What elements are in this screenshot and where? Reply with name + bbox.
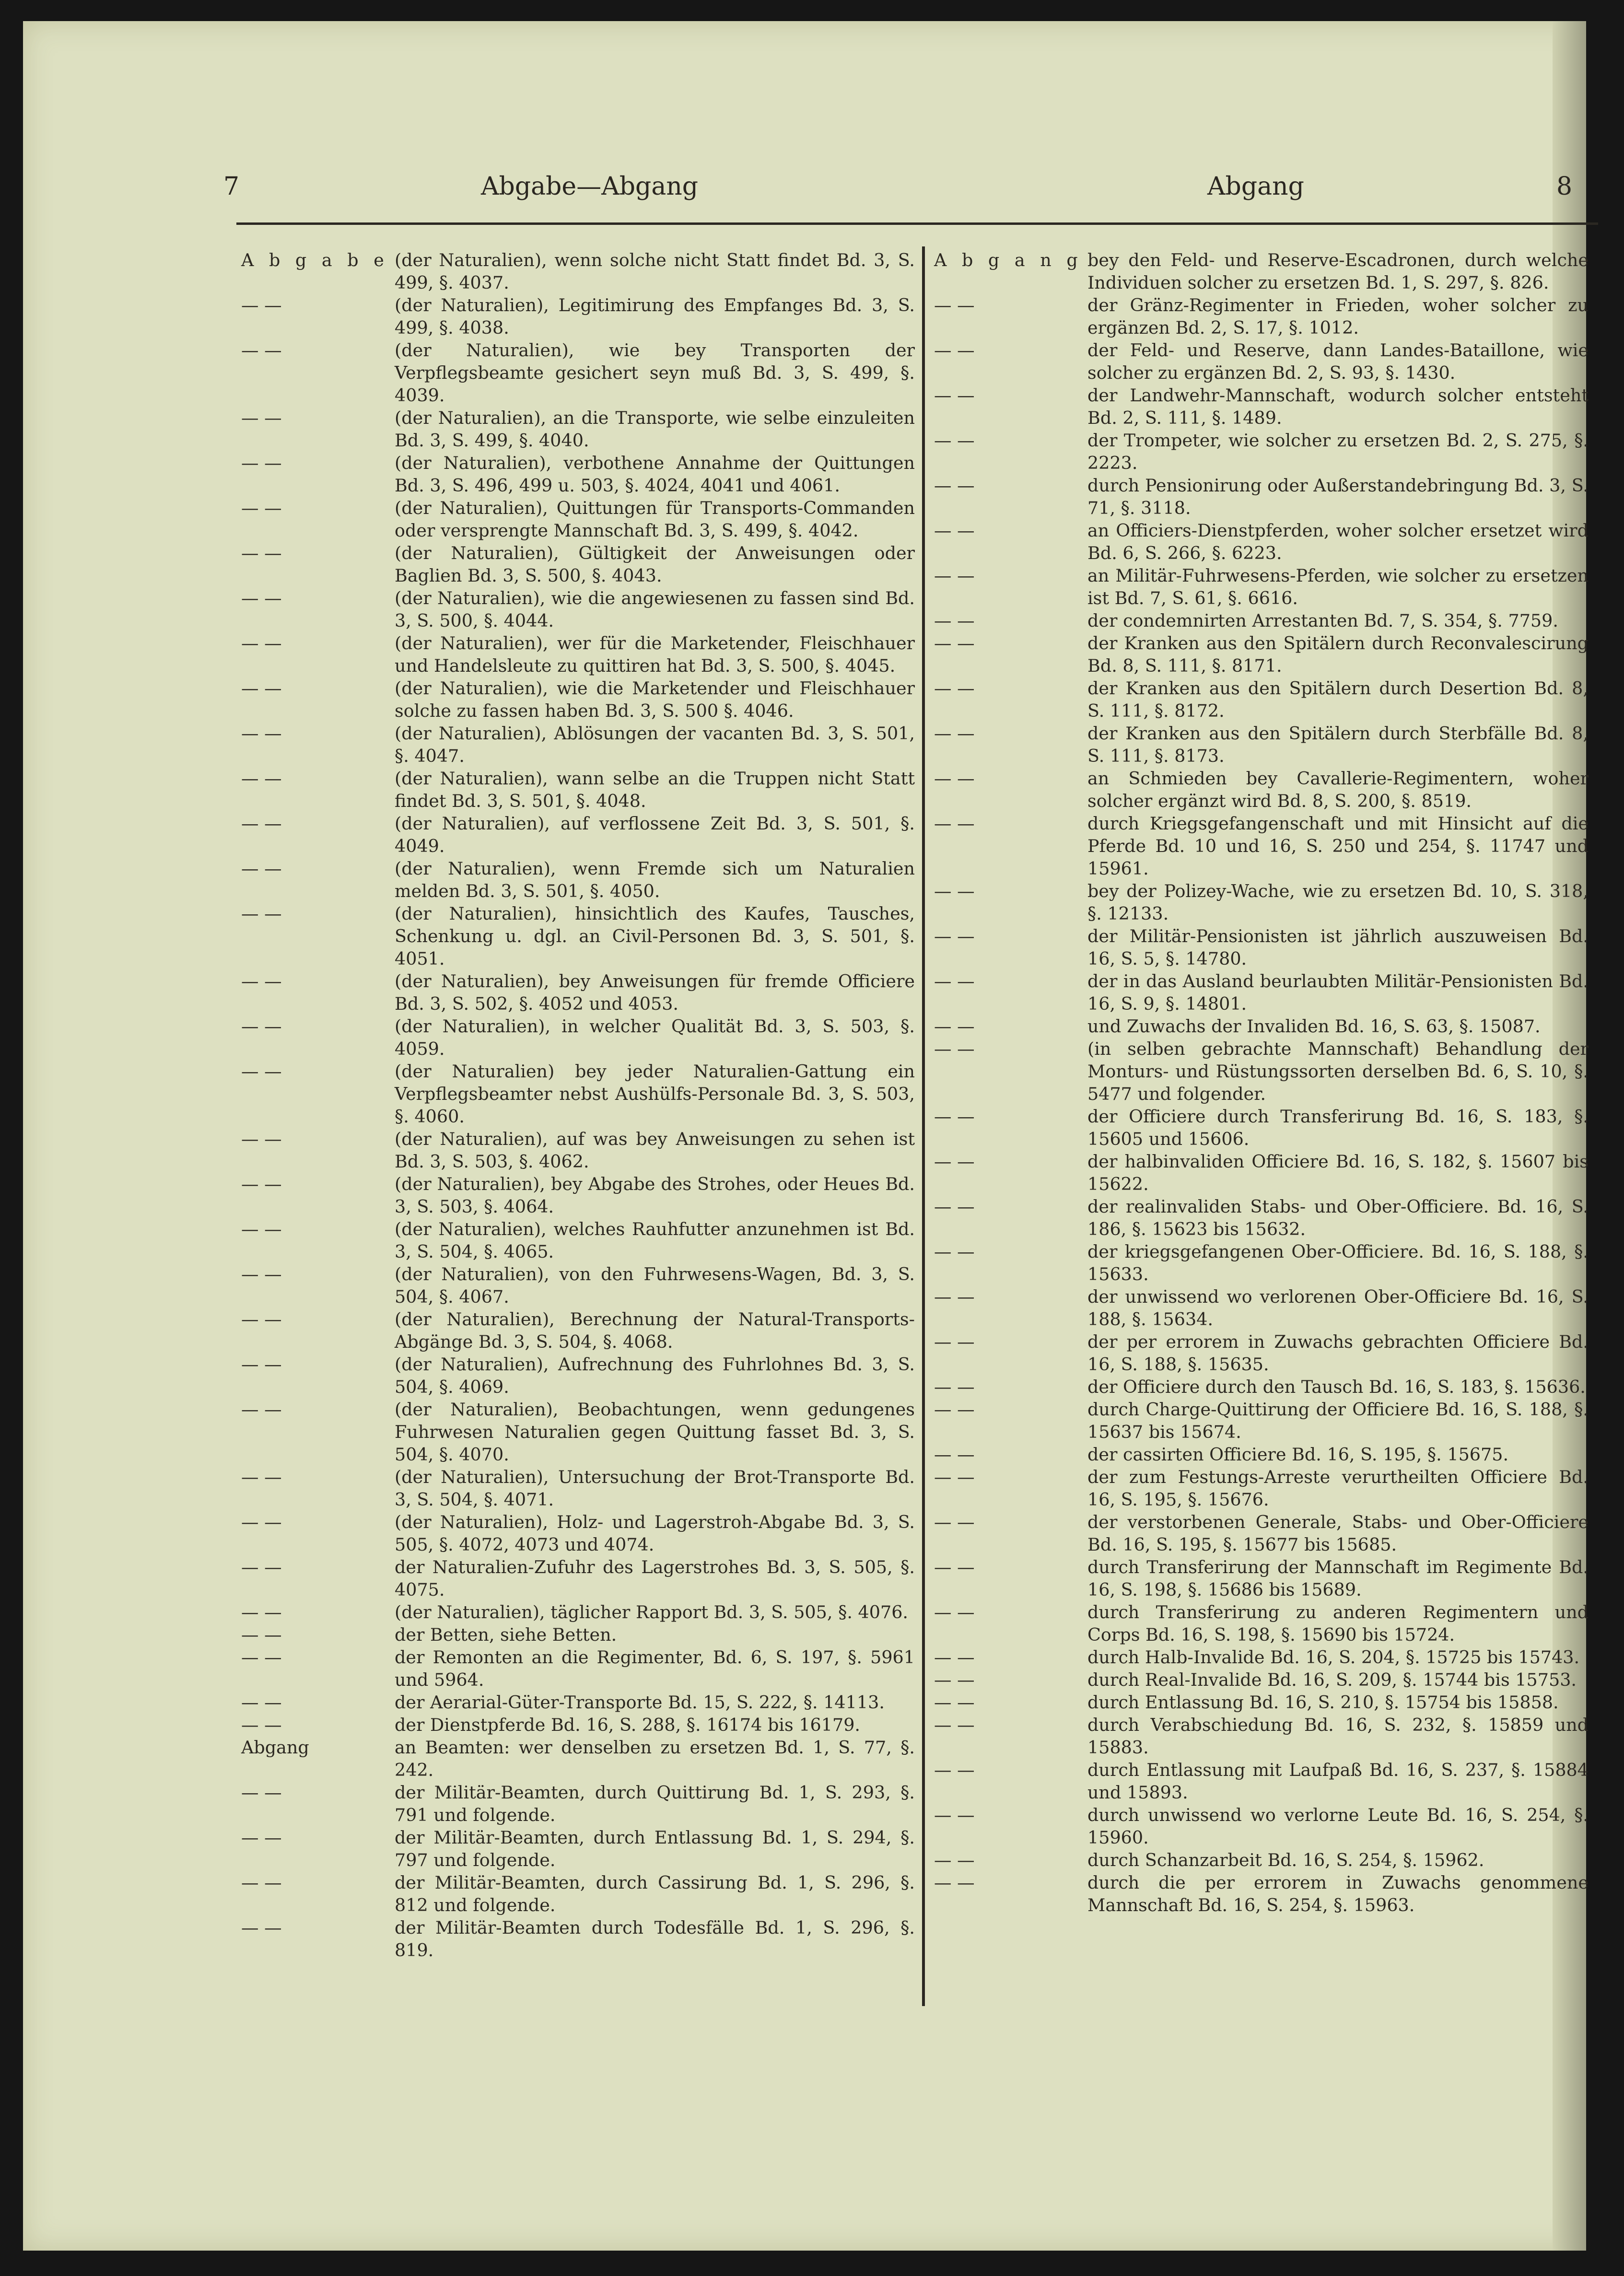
entry-headword: A b g a n g <box>934 250 1083 270</box>
header-rule <box>236 222 1598 225</box>
entry-headword: — — <box>934 1760 975 1780</box>
entry-text: der condemnirten Arrestanten Bd. 7, S. 354, §. 7759. <box>1087 610 1558 631</box>
index-entry <box>241 1871 915 1916</box>
entry-text: der Remonten an die Regimenter, Bd. 6, S. 197, §. 5961 und 5964. <box>395 1647 915 1690</box>
entry-headword: — — <box>241 1917 282 1938</box>
index-entry <box>241 1646 915 1691</box>
entry-text: (der Naturalien), bey Anweisungen für fremde Officiere Bd. 3, S. 502, §. 4052 und 4053. <box>395 971 915 1014</box>
index-entry <box>241 1623 915 1646</box>
index-entry <box>934 564 1589 609</box>
entry-headword: — — <box>934 1715 975 1735</box>
entry-headword: — — <box>241 543 282 563</box>
entry-text: (der Naturalien), wer für die Marketender, Fleischhauer und Handelsleute zu quittiren hat Bd. 3, S. 500, §. 4045. <box>395 633 915 676</box>
entry-headword: — — <box>241 858 282 879</box>
entry-text: der zum Festungs-Arreste verurtheilten Officiere Bd. 16, S. 195, §. 15676. <box>1087 1467 1589 1510</box>
entry-text: der Betten, siehe Betten. <box>395 1624 617 1645</box>
entry-headword: — — <box>934 1602 975 1622</box>
entry-headword: — — <box>934 475 975 496</box>
index-entry <box>934 1669 1589 1691</box>
entry-headword: — — <box>934 1106 975 1127</box>
entry-headword: Abgang <box>241 1737 309 1758</box>
entry-headword: — — <box>241 633 282 654</box>
entry-headword: — — <box>241 813 282 834</box>
entry-headword: — — <box>241 1782 282 1803</box>
entry-text: (der Naturalien), Legitimirung des Empfanges Bd. 3, S. 499, §. 4038. <box>395 295 915 338</box>
index-entry <box>241 1691 915 1714</box>
entry-text: (der Naturalien), Quittungen für Transports-Commanden oder versprengte Mannschaft Bd. 3, S. 499, §. 4042. <box>395 498 915 541</box>
entry-headword: — — <box>241 1692 282 1713</box>
index-entry <box>934 1105 1589 1150</box>
entry-headword: — — <box>934 565 975 586</box>
index-entry <box>934 1714 1589 1759</box>
entry-text: bey den Feld- und Reserve-Escadronen, durch welche Individuen solcher zu ersetzen Bd. 1, S. 297, §. 826. <box>1087 250 1589 293</box>
entry-headword: — — <box>241 723 282 744</box>
index-entry <box>241 1398 915 1466</box>
entry-text: der Kranken aus den Spitälern durch Desertion Bd. 8, S. 111, §. 8172. <box>1087 678 1589 721</box>
running-title-right: Abgang <box>1207 172 1304 201</box>
book-page <box>23 21 1589 2251</box>
entry-text: der Dienstpferde Bd. 16, S. 288, §. 16174 bis 16179. <box>395 1715 861 1735</box>
index-entry <box>241 587 915 632</box>
index-entry <box>241 1601 915 1623</box>
entry-text: (der Naturalien), Ablösungen der vacanten Bd. 3, S. 501, §. 4047. <box>395 723 915 766</box>
index-entry <box>934 880 1589 925</box>
column-divider <box>922 246 925 2006</box>
entry-headword: — — <box>934 1151 975 1172</box>
entry-text: und Zuwachs der Invaliden Bd. 16, S. 63, §. 15087. <box>1087 1016 1541 1037</box>
entry-text: durch Kriegsgefangenschaft und mit Hinsicht auf die Pferde Bd. 10 und 16, S. 250 und 254, §. 11747 und 15961. <box>1087 813 1589 879</box>
entry-text: der realinvaliden Stabs- und Ober-Officiere. Bd. 16, S. 186, §. 15623 bis 15632. <box>1087 1196 1589 1239</box>
entry-text: (der Naturalien), in welcher Qualität Bd. 3, S. 503, §. 4059. <box>395 1016 915 1059</box>
index-entry <box>241 1353 915 1398</box>
index-entry <box>934 519 1589 564</box>
entry-text: der cassirten Officiere Bd. 16, S. 195, §. 15675. <box>1087 1444 1509 1465</box>
index-entry <box>934 429 1589 474</box>
entry-headword: A b g a b e <box>241 250 389 270</box>
running-title-left: Abgabe—Abgang <box>481 172 699 201</box>
index-entry <box>241 1128 915 1173</box>
index-entry <box>241 452 915 497</box>
entry-text: an Schmieden bey Cavallerie-Regimentern, woher solcher ergänzt wird Bd. 8, S. 200, §. 8519. <box>1087 768 1589 811</box>
entry-text: der Militär-Beamten durch Todesfälle Bd. 1, S. 296, §. 819. <box>395 1917 915 1961</box>
entry-text: (der Naturalien), Holz- und Lagerstroh-Abgabe Bd. 3, S. 505, §. 4072, 4073 und 4074. <box>395 1512 915 1555</box>
entry-text: (der Naturalien), wie die angewiesenen zu fassen sind Bd. 3, S. 500, §. 4044. <box>395 588 915 631</box>
entry-text: (der Naturalien), an die Transporte, wie selbe einzuleiten Bd. 3, S. 499, §. 4040. <box>395 408 915 451</box>
entry-text: (der Naturalien), Aufrechnung des Fuhrlohnes Bd. 3, S. 504, §. 4069. <box>395 1354 915 1397</box>
entry-text: (der Naturalien), auf was bey Anweisungen zu sehen ist Bd. 3, S. 503, §. 4062. <box>395 1129 915 1172</box>
page-number-right: 8 <box>1556 172 1573 201</box>
entry-headword: — — <box>934 1872 975 1893</box>
index-entry <box>934 1038 1589 1105</box>
entry-text: durch Transferirung zu anderen Regimentern und Corps Bd. 16, S. 198, §. 15690 bis 15724. <box>1087 1602 1589 1645</box>
entry-text: durch Pensionirung oder Außerstandebringung Bd. 3, S. 71, §. 3118. <box>1087 475 1589 518</box>
entry-headword: — — <box>241 1174 282 1194</box>
index-entry <box>241 1263 915 1308</box>
entry-headword: — — <box>241 1399 282 1420</box>
entry-headword: — — <box>934 1196 975 1217</box>
index-entry <box>241 677 915 722</box>
index-entry <box>934 1240 1589 1285</box>
index-entry <box>934 1871 1589 1916</box>
entry-headword: — — <box>241 1512 282 1532</box>
entry-headword: — — <box>241 1624 282 1645</box>
index-entry <box>934 1466 1589 1511</box>
entry-text: (der Naturalien), wenn Fremde sich um Naturalien melden Bd. 3, S. 501, §. 4050. <box>395 858 915 901</box>
index-entry <box>241 1781 915 1826</box>
index-entry <box>241 1015 915 1060</box>
entry-text: durch Entlassung mit Laufpaß Bd. 16, S. 237, §. 15884 und 15893. <box>1087 1760 1589 1803</box>
entry-text: (der Naturalien), Gültigkeit der Anweisungen oder Baglien Bd. 3, S. 500, §. 4043. <box>395 543 915 586</box>
page-number-left: 7 <box>223 172 240 201</box>
entry-text: durch Real-Invalide Bd. 16, S. 209, §. 15744 bis 15753. <box>1087 1669 1577 1690</box>
entry-headword: — — <box>934 1647 975 1668</box>
entry-text: der Kranken aus den Spitälern durch Reconvalescirung Bd. 8, S. 111, §. 8171. <box>1087 633 1589 676</box>
index-entry <box>934 767 1589 812</box>
entry-text: (der Naturalien), wie die Marketender und Fleischhauer solche zu fassen haben Bd. 3, S. 500 §. 4046. <box>395 678 915 721</box>
entry-text: (in selben gebrachte Mannschaft) Behandlung der Monturs- und Rüstungssorten derselben Bd. 6, S. 10, §. 5477 und folgender. <box>1087 1039 1589 1104</box>
index-entry <box>934 1556 1589 1601</box>
index-entry <box>934 1691 1589 1714</box>
entry-headword: — — <box>934 723 975 744</box>
entry-text: der Kranken aus den Spitälern durch Sterbfälle Bd. 8, S. 111, §. 8173. <box>1087 723 1589 766</box>
entry-headword: — — <box>241 453 282 473</box>
entry-headword: — — <box>934 881 975 901</box>
entry-text: der unwissend wo verlorenen Ober-Officiere Bd. 16, S. 188, §. 15634. <box>1087 1286 1589 1330</box>
index-entry <box>934 1398 1589 1443</box>
index-entry <box>241 1308 915 1353</box>
entry-text: der Aerarial-Güter-Transporte Bd. 15, S. 222, §. 14113. <box>395 1692 885 1713</box>
entry-text: der Militär-Beamten, durch Quittirung Bd. 1, S. 293, §. 791 und folgende. <box>395 1782 915 1825</box>
entry-text: der Officiere durch den Tausch Bd. 16, S. 183, §. 15636. <box>1087 1377 1586 1397</box>
entry-headword: — — <box>934 678 975 699</box>
index-entry <box>934 925 1589 970</box>
index-entry <box>241 1714 915 1736</box>
entry-text: (der Naturalien), wie bey Transporten der Verpflegsbeamte gesichert seyn muß Bd. 3, S. 499, §. 4039. <box>395 340 915 406</box>
entry-headword: — — <box>934 1512 975 1532</box>
entry-text: (der Naturalien) bey jeder Naturalien-Gattung ein Verpflegsbeamter nebst Aushülfs-Personale Bd. 3, S. 503, §. 4060. <box>395 1061 915 1127</box>
index-entry <box>934 1849 1589 1871</box>
index-entry <box>241 767 915 812</box>
entry-text: durch die per errorem in Zuwachs genommene Mannschaft Bd. 16, S. 254, §. 15963. <box>1087 1872 1589 1915</box>
entry-text: durch Verabschiedung Bd. 16, S. 232, §. 15859 und 15883. <box>1087 1715 1589 1758</box>
entry-headword: — — <box>934 610 975 631</box>
index-entry <box>241 632 915 677</box>
entry-text: (der Naturalien), Beobachtungen, wenn gedungenes Fuhrwesen Naturalien gegen Quittung fasset Bd. 3, S. 504, §. 4070. <box>395 1399 915 1465</box>
index-entry <box>241 812 915 857</box>
entry-text: (der Naturalien), täglicher Rapport Bd. 3, S. 505, §. 4076. <box>395 1602 909 1622</box>
entry-headword: — — <box>241 1827 282 1848</box>
entry-headword: — — <box>934 430 975 451</box>
index-entry <box>934 1376 1589 1398</box>
entry-headword: — — <box>241 1016 282 1037</box>
index-entry <box>934 1759 1589 1804</box>
entry-text: (der Naturalien), wenn solche nicht Statt findet Bd. 3, S. 499, §. 4037. <box>395 250 915 293</box>
entry-text: der Militär-Beamten, durch Entlassung Bd. 1, S. 294, §. 797 und folgende. <box>395 1827 915 1870</box>
entry-text: der Militär-Pensionisten ist jährlich auszuweisen Bd. 16, S. 5, §. 14780. <box>1087 926 1589 969</box>
entry-headword: — — <box>934 1557 975 1577</box>
index-entry <box>934 249 1589 294</box>
entry-text: durch Entlassung Bd. 16, S. 210, §. 15754 bis 15858. <box>1087 1692 1559 1713</box>
entry-headword: — — <box>934 1444 975 1465</box>
entry-headword: — — <box>934 520 975 541</box>
index-entry <box>241 1060 915 1128</box>
entry-headword: — — <box>934 1241 975 1262</box>
entry-headword: — — <box>934 1850 975 1870</box>
entry-headword: — — <box>934 385 975 406</box>
index-entry <box>934 1646 1589 1669</box>
index-entry <box>934 1443 1589 1466</box>
index-entry <box>241 1466 915 1511</box>
entry-headword: — — <box>934 1377 975 1397</box>
entry-headword: — — <box>241 1872 282 1893</box>
index-entry <box>241 294 915 339</box>
entry-text: der in das Ausland beurlaubten Militär-Pensionisten Bd. 16, S. 9, §. 14801. <box>1087 971 1589 1014</box>
entry-text: der Landwehr-Mannschaft, wodurch solcher entsteht Bd. 2, S. 111, §. 1489. <box>1087 385 1589 428</box>
index-entry <box>934 609 1589 632</box>
entry-headword: — — <box>241 678 282 699</box>
entry-headword: — — <box>241 1467 282 1487</box>
entry-headword: — — <box>934 971 975 992</box>
entry-headword: — — <box>934 340 975 361</box>
entry-headword: — — <box>934 768 975 789</box>
index-entry <box>934 970 1589 1015</box>
index-column-left <box>241 249 915 1961</box>
entry-text: der Trompeter, wie solcher zu ersetzen Bd. 2, S. 275, §. 2223. <box>1087 430 1589 473</box>
entry-headword: — — <box>241 768 282 789</box>
entry-headword: — — <box>241 1715 282 1735</box>
entry-headword: — — <box>241 1309 282 1330</box>
index-entry <box>934 632 1589 677</box>
index-entry <box>934 1195 1589 1240</box>
entry-headword: — — <box>241 340 282 361</box>
entry-text: der Feld- und Reserve, dann Landes-Bataillone, wie solcher zu ergänzen Bd. 2, S. 93, §. 1430. <box>1087 340 1589 383</box>
index-entry <box>241 1556 915 1601</box>
entry-headword: — — <box>934 1467 975 1487</box>
index-entry <box>241 1916 915 1961</box>
entry-headword: — — <box>241 588 282 608</box>
index-entry <box>241 497 915 542</box>
entry-headword: — — <box>241 408 282 428</box>
index-entry <box>934 339 1589 384</box>
entry-headword: — — <box>934 1399 975 1420</box>
entry-headword: — — <box>241 1061 282 1082</box>
entry-headword: — — <box>934 926 975 946</box>
index-entry <box>241 1736 915 1781</box>
entry-headword: — — <box>241 1647 282 1668</box>
index-entry <box>934 294 1589 339</box>
entry-text: (der Naturalien), wann selbe an die Truppen nicht Statt findet Bd. 3, S. 501, §. 4048. <box>395 768 915 811</box>
index-entry <box>934 1150 1589 1195</box>
entry-headword: — — <box>934 1669 975 1690</box>
entry-text: der Militär-Beamten, durch Cassirung Bd. 1, S. 296, §. 812 und folgende. <box>395 1872 915 1915</box>
index-entry <box>241 857 915 902</box>
entry-text: (der Naturalien), von den Fuhrwesens-Wagen, Bd. 3, S. 504, §. 4067. <box>395 1264 915 1307</box>
entry-headword: — — <box>241 1602 282 1622</box>
entry-headword: — — <box>934 1692 975 1713</box>
entry-text: der per errorem in Zuwachs gebrachten Officiere Bd. 16, S. 188, §. 15635. <box>1087 1331 1589 1375</box>
index-entry <box>241 902 915 970</box>
index-entry <box>934 812 1589 880</box>
entry-headword: — — <box>934 1016 975 1037</box>
entry-headword: — — <box>241 1264 282 1284</box>
entry-text: (der Naturalien), welches Rauhfutter anzunehmen ist Bd. 3, S. 504, §. 4065. <box>395 1219 915 1262</box>
entry-text: (der Naturalien), Untersuchung der Brot-Transporte Bd. 3, S. 504, §. 4071. <box>395 1467 915 1510</box>
entry-text: an Militär-Fuhrwesens-Pferden, wie solcher zu ersetzen ist Bd. 7, S. 61, §. 6616. <box>1087 565 1589 608</box>
entry-text: der Officiere durch Transferirung Bd. 16, S. 183, §. 15605 und 15606. <box>1087 1106 1589 1149</box>
index-entry <box>934 474 1589 519</box>
entry-headword: — — <box>934 813 975 834</box>
entry-text: durch Schanzarbeit Bd. 16, S. 254, §. 15962. <box>1087 1850 1484 1870</box>
entry-headword: — — <box>241 971 282 992</box>
entry-text: der halbinvaliden Officiere Bd. 16, S. 182, §. 15607 bis 15622. <box>1087 1151 1589 1194</box>
index-entry <box>241 1511 915 1556</box>
index-entry <box>241 722 915 767</box>
entry-text: (der Naturalien), hinsichtlich des Kaufes, Tausches, Schenkung u. dgl. an Civil-Personen Bd. 3, S. 501, §. 4051. <box>395 903 915 969</box>
index-entry <box>934 1601 1589 1646</box>
index-entry <box>934 1015 1589 1038</box>
index-entry <box>241 542 915 587</box>
index-entry <box>241 1826 915 1871</box>
index-entry <box>241 970 915 1015</box>
index-entry <box>241 249 915 294</box>
entry-headword: — — <box>241 1219 282 1239</box>
index-entry <box>934 384 1589 429</box>
entry-headword: — — <box>934 633 975 654</box>
entry-text: durch Transferirung der Mannschaft im Regimente Bd. 16, S. 198, §. 15686 bis 15689. <box>1087 1557 1589 1600</box>
entry-headword: — — <box>934 1331 975 1352</box>
entry-text: der verstorbenen Generale, Stabs- und Ober-Officiere Bd. 16, S. 195, §. 15677 bis 15685. <box>1087 1512 1589 1555</box>
entry-headword: — — <box>934 1286 975 1307</box>
entry-text: durch unwissend wo verlorne Leute Bd. 16, S. 254, §. 15960. <box>1087 1805 1589 1848</box>
entry-headword: — — <box>241 1557 282 1577</box>
index-entry <box>934 1331 1589 1376</box>
entry-text: an Officiers-Dienstpferden, woher solcher ersetzet wird Bd. 6, S. 266, §. 6223. <box>1087 520 1589 563</box>
entry-text: (der Naturalien), bey Abgabe des Strohes, oder Heues Bd. 3, S. 503, §. 4064. <box>395 1174 915 1217</box>
entry-headword: — — <box>934 295 975 315</box>
index-column-right <box>934 249 1589 1916</box>
entry-headword: — — <box>241 1354 282 1375</box>
index-entry <box>241 339 915 407</box>
entry-text: bey der Polizey-Wache, wie zu ersetzen Bd. 10, S. 318, §. 12133. <box>1087 881 1589 924</box>
entry-text: der kriegsgefangenen Ober-Officiere. Bd. 16, S. 188, §. 15633. <box>1087 1241 1589 1284</box>
index-entry <box>934 1511 1589 1556</box>
entry-text: der Gränz-Regimenter in Frieden, woher solcher zu ergänzen Bd. 2, S. 17, §. 1012. <box>1087 295 1589 338</box>
entry-headword: — — <box>241 295 282 315</box>
entry-text: (der Naturalien), Berechnung der Natural-Transports-Abgänge Bd. 3, S. 504, §. 4068. <box>395 1309 915 1352</box>
index-entry <box>241 407 915 452</box>
index-entry <box>934 1804 1589 1849</box>
entry-headword: — — <box>241 498 282 518</box>
entry-headword: — — <box>241 1129 282 1149</box>
index-entry <box>241 1218 915 1263</box>
entry-text: durch Charge-Quittirung der Officiere Bd. 16, S. 188, §. 15637 bis 15674. <box>1087 1399 1589 1442</box>
index-entry <box>934 677 1589 722</box>
index-entry <box>241 1173 915 1218</box>
entry-text: durch Halb-Invalide Bd. 16, S. 204, §. 15725 bis 15743. <box>1087 1647 1580 1668</box>
entry-headword: — — <box>934 1805 975 1825</box>
entry-text: an Beamten: wer denselben zu ersetzen Bd. 1, S. 77, §. 242. <box>395 1737 915 1780</box>
index-entry <box>934 722 1589 767</box>
entry-text: (der Naturalien), verbothene Annahme der Quittungen Bd. 3, S. 496, 499 u. 503, §. 4024, 4041 und 4061. <box>395 453 915 496</box>
entry-headword: — — <box>241 903 282 924</box>
entry-text: der Naturalien-Zufuhr des Lagerstrohes Bd. 3, S. 505, §. 4075. <box>395 1557 915 1600</box>
index-entry <box>934 1285 1589 1331</box>
entry-headword: — — <box>934 1039 975 1059</box>
entry-text: (der Naturalien), auf verflossene Zeit Bd. 3, S. 501, §. 4049. <box>395 813 915 856</box>
